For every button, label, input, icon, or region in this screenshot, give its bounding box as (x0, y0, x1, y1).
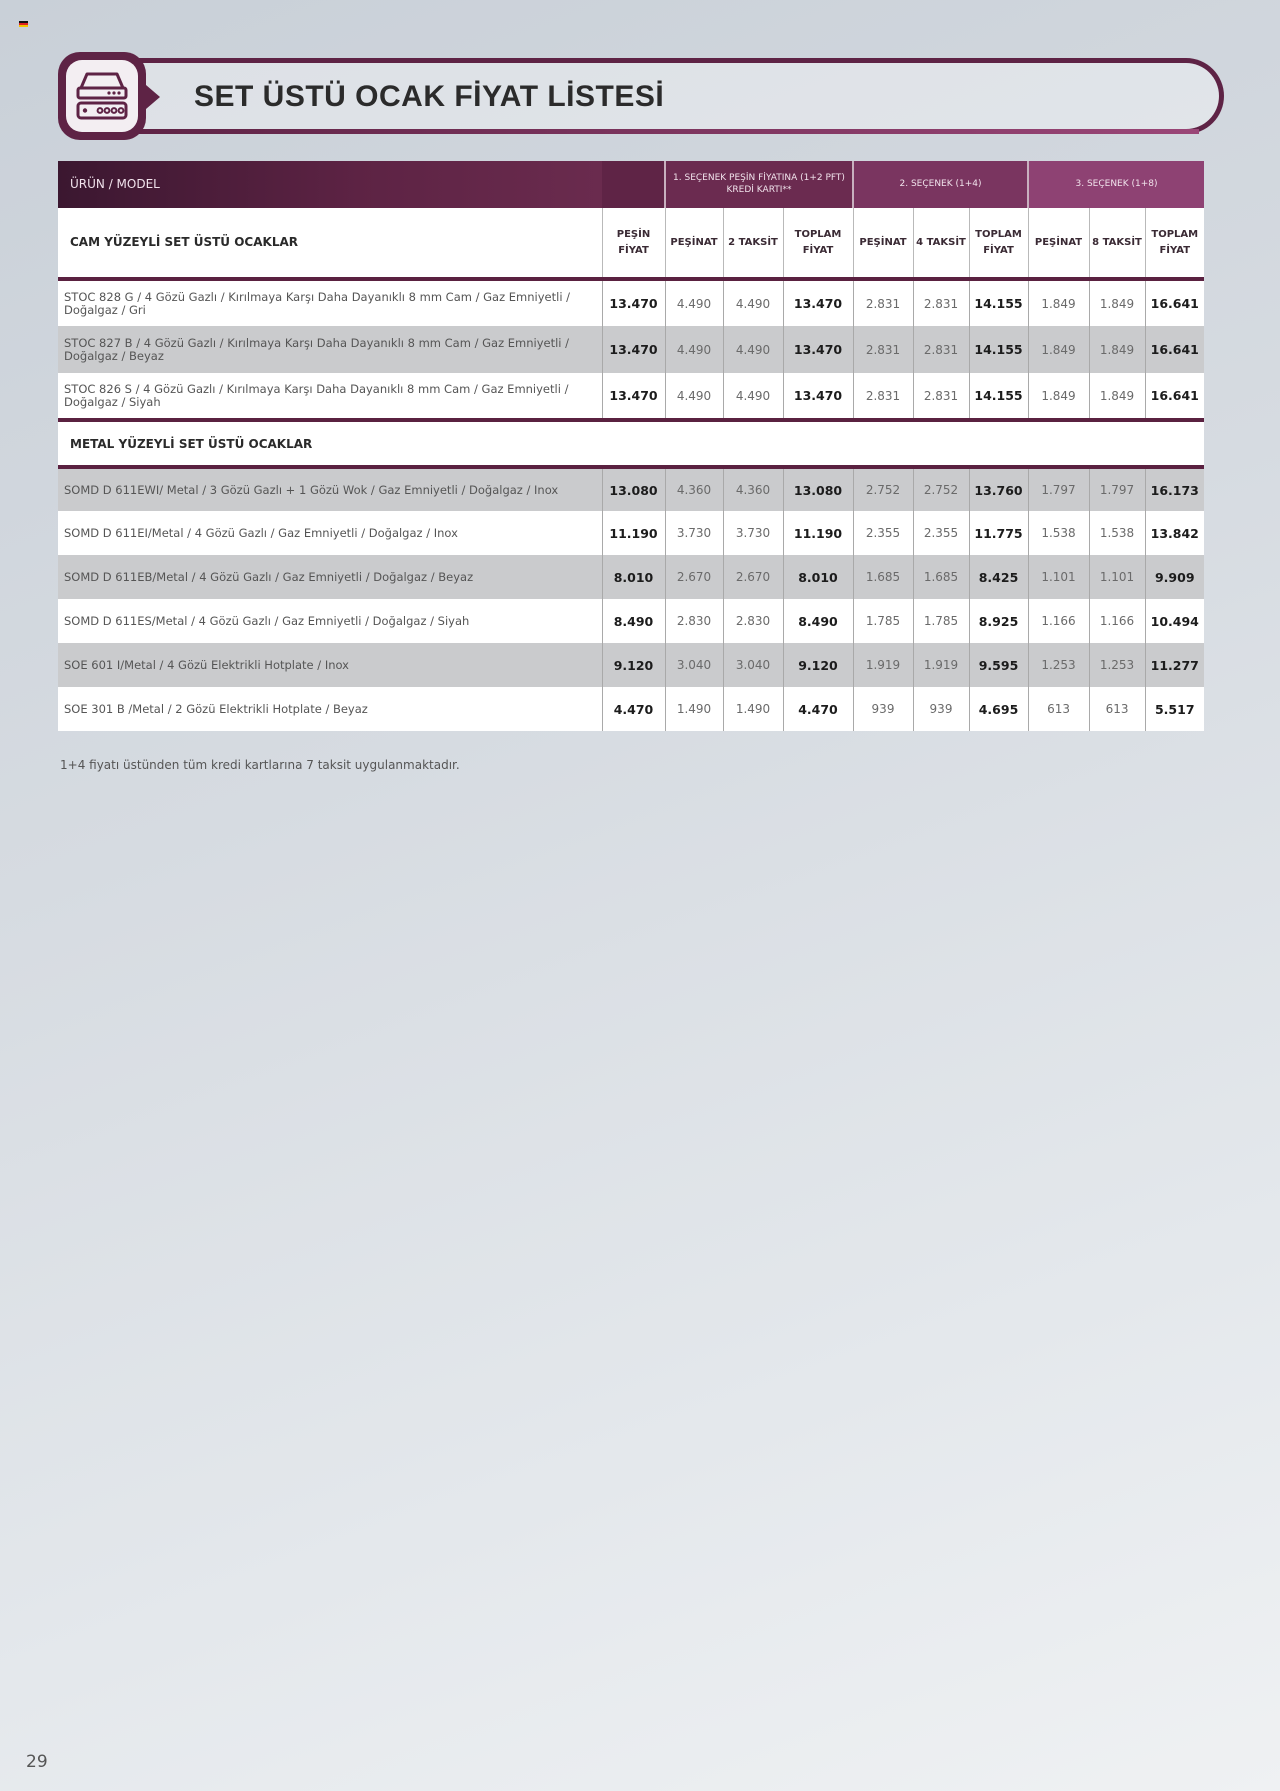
price-cell: 1.849 (1089, 279, 1145, 326)
column-header: PEŞİNAT (853, 208, 913, 279)
price-cell: 9.120 (602, 643, 665, 687)
column-header: PEŞİNAT (1028, 208, 1089, 279)
price-cell: 4.470 (602, 687, 665, 731)
price-cell: 2.831 (853, 373, 913, 420)
model-header: ÜRÜN / MODEL (58, 161, 602, 208)
price-cell: 1.919 (913, 643, 969, 687)
price-cell: 1.849 (1089, 373, 1145, 420)
column-header-row (58, 208, 1204, 279)
column-header: TOPLAM FİYAT (783, 208, 853, 279)
price-cell: 2.831 (913, 279, 969, 326)
price-cell: 2.670 (723, 555, 783, 599)
product-model: SOE 301 B /Metal / 2 Gözü Elektrikli Hotplate / Beyaz (58, 687, 602, 731)
price-cell: 1.849 (1089, 326, 1145, 373)
group-header-3: 3. SEÇENEK (1+8) (1028, 161, 1204, 208)
title-badge (58, 52, 146, 140)
title-banner (58, 52, 1224, 140)
price-cell: 9.120 (783, 643, 853, 687)
table-row (58, 555, 1204, 599)
price-cell: 1.849 (1028, 326, 1089, 373)
price-cell: 1.849 (1028, 279, 1089, 326)
cooktop-icon (73, 70, 131, 122)
price-cell: 613 (1089, 687, 1145, 731)
price-cell: 8.010 (602, 555, 665, 599)
price-cell: 4.695 (969, 687, 1028, 731)
price-cell: 1.797 (1028, 467, 1089, 511)
price-cell: 2.670 (665, 555, 723, 599)
price-cell: 8.425 (969, 555, 1028, 599)
price-cell: 4.490 (723, 326, 783, 373)
price-cell: 13.080 (602, 467, 665, 511)
price-cell: 2.830 (665, 599, 723, 643)
flag-icon (19, 21, 28, 27)
column-header: TOPLAM FİYAT (969, 208, 1028, 279)
price-cell: 13.760 (969, 467, 1028, 511)
column-header: 4 TAKSİT (913, 208, 969, 279)
table-row (58, 326, 1204, 373)
price-cell: 1.490 (723, 687, 783, 731)
table-row (58, 599, 1204, 643)
product-model: STOC 828 G / 4 Gözü Gazlı / Kırılmaya Karşı Daha Dayanıklı 8 mm Cam / Gaz Emniyetli / Doğalgaz / Gri (58, 279, 602, 326)
price-cell: 13.470 (602, 326, 665, 373)
group-header-1: 1. SEÇENEK PEŞİN FİYATINA (1+2 PFT) KREDİ KARTI** (665, 161, 853, 208)
price-cell: 14.155 (969, 279, 1028, 326)
price-cell: 2.831 (853, 279, 913, 326)
price-cell: 1.101 (1028, 555, 1089, 599)
price-cell: 1.538 (1089, 511, 1145, 555)
price-cell: 1.166 (1028, 599, 1089, 643)
price-cell: 2.752 (913, 467, 969, 511)
price-cell: 4.470 (783, 687, 853, 731)
price-cell: 2.355 (853, 511, 913, 555)
table-row (58, 279, 1204, 326)
price-cell: 4.490 (723, 279, 783, 326)
price-cell: 8.010 (783, 555, 853, 599)
price-cell: 613 (1028, 687, 1089, 731)
price-cell: 4.360 (723, 467, 783, 511)
price-cell: 2.831 (913, 326, 969, 373)
price-cell: 1.490 (665, 687, 723, 731)
price-cell: 1.538 (1028, 511, 1089, 555)
price-cell: 1.785 (853, 599, 913, 643)
column-header: 8 TAKSİT (1089, 208, 1145, 279)
table-row (58, 687, 1204, 731)
price-cell: 9.909 (1145, 555, 1204, 599)
page-number: 29 (26, 1752, 48, 1772)
price-cell: 5.517 (1145, 687, 1204, 731)
price-cell: 1.849 (1028, 373, 1089, 420)
price-cell: 1.797 (1089, 467, 1145, 511)
price-cell: 3.040 (665, 643, 723, 687)
column-header: PEŞİN FİYAT (602, 208, 665, 279)
table-row (58, 467, 1204, 511)
price-cell: 1.785 (913, 599, 969, 643)
price-cell: 3.730 (665, 511, 723, 555)
price-cell: 13.470 (602, 279, 665, 326)
price-cell: 14.155 (969, 326, 1028, 373)
price-cell: 8.490 (602, 599, 665, 643)
price-cell: 1.685 (913, 555, 969, 599)
price-cell: 11.190 (602, 511, 665, 555)
page-title: SET ÜSTÜ OCAK FİYAT LİSTESİ (194, 80, 665, 113)
footnote: 1+4 fiyatı üstünden tüm kredi kartlarına 7 taksit uygulanmaktadır. (60, 758, 460, 772)
title-arrow (146, 85, 160, 109)
price-cell: 4.490 (665, 373, 723, 420)
group-header-row (58, 161, 1204, 208)
product-model: SOMD D 611ES/Metal / 4 Gözü Gazlı / Gaz Emniyetli / Doğalgaz / Siyah (58, 599, 602, 643)
price-cell: 4.360 (665, 467, 723, 511)
column-header: 2 TAKSİT (723, 208, 783, 279)
price-cell: 8.925 (969, 599, 1028, 643)
group-header-2: 2. SEÇENEK (1+4) (853, 161, 1028, 208)
section-title-metal: METAL YÜZEYLİ SET ÜSTÜ OCAKLAR (58, 420, 1204, 467)
product-model: STOC 827 B / 4 Gözü Gazlı / Kırılmaya Karşı Daha Dayanıklı 8 mm Cam / Gaz Emniyetli / Doğalgaz / Beyaz (58, 326, 602, 373)
price-cell: 1.685 (853, 555, 913, 599)
price-cell: 13.470 (783, 373, 853, 420)
product-model: SOE 601 I/Metal / 4 Gözü Elektrikli Hotplate / Inox (58, 643, 602, 687)
price-cell: 13.842 (1145, 511, 1204, 555)
price-cell: 16.641 (1145, 373, 1204, 420)
price-cell: 13.470 (783, 279, 853, 326)
price-cell: 13.470 (602, 373, 665, 420)
price-cell: 1.253 (1089, 643, 1145, 687)
price-cell: 3.730 (723, 511, 783, 555)
price-cell: 3.040 (723, 643, 783, 687)
price-cell: 13.470 (783, 326, 853, 373)
price-cell: 1.919 (853, 643, 913, 687)
price-cell: 16.641 (1145, 326, 1204, 373)
price-table (58, 161, 1204, 731)
price-cell: 1.101 (1089, 555, 1145, 599)
price-cell: 9.595 (969, 643, 1028, 687)
price-cell: 939 (913, 687, 969, 731)
price-cell: 4.490 (723, 373, 783, 420)
price-cell: 2.355 (913, 511, 969, 555)
price-cell: 1.253 (1028, 643, 1089, 687)
table-row (58, 511, 1204, 555)
table-row (58, 373, 1204, 420)
section-title-cam: CAM YÜZEYLİ SET ÜSTÜ OCAKLAR (58, 208, 602, 279)
price-cell: 2.831 (853, 326, 913, 373)
price-cell: 2.830 (723, 599, 783, 643)
price-cell: 4.490 (665, 279, 723, 326)
column-header: PEŞİNAT (665, 208, 723, 279)
price-cell: 11.190 (783, 511, 853, 555)
price-cell: 939 (853, 687, 913, 731)
product-model: STOC 826 S / 4 Gözü Gazlı / Kırılmaya Karşı Daha Dayanıklı 8 mm Cam / Gaz Emniyetli / Doğalgaz / Siyah (58, 373, 602, 420)
product-model: SOMD D 611EWI/ Metal / 3 Gözü Gazlı + 1 Gözü Wok / Gaz Emniyetli / Doğalgaz / Inox (58, 467, 602, 511)
table-row (58, 643, 1204, 687)
price-cell: 11.277 (1145, 643, 1204, 687)
price-cell: 16.173 (1145, 467, 1204, 511)
price-cell: 11.775 (969, 511, 1028, 555)
price-cell: 4.490 (665, 326, 723, 373)
price-cell: 2.752 (853, 467, 913, 511)
price-cell: 8.490 (783, 599, 853, 643)
price-cell: 10.494 (1145, 599, 1204, 643)
price-cell: 16.641 (1145, 279, 1204, 326)
price-cell: 1.166 (1089, 599, 1145, 643)
section-row (58, 420, 1204, 467)
price-cell: 13.080 (783, 467, 853, 511)
column-header: TOPLAM FİYAT (1145, 208, 1204, 279)
product-model: SOMD D 611EI/Metal / 4 Gözü Gazlı / Gaz Emniyetli / Doğalgaz / Inox (58, 511, 602, 555)
price-cell: 2.831 (913, 373, 969, 420)
product-model: SOMD D 611EB/Metal / 4 Gözü Gazlı / Gaz Emniyetli / Doğalgaz / Beyaz (58, 555, 602, 599)
price-cell: 14.155 (969, 373, 1028, 420)
